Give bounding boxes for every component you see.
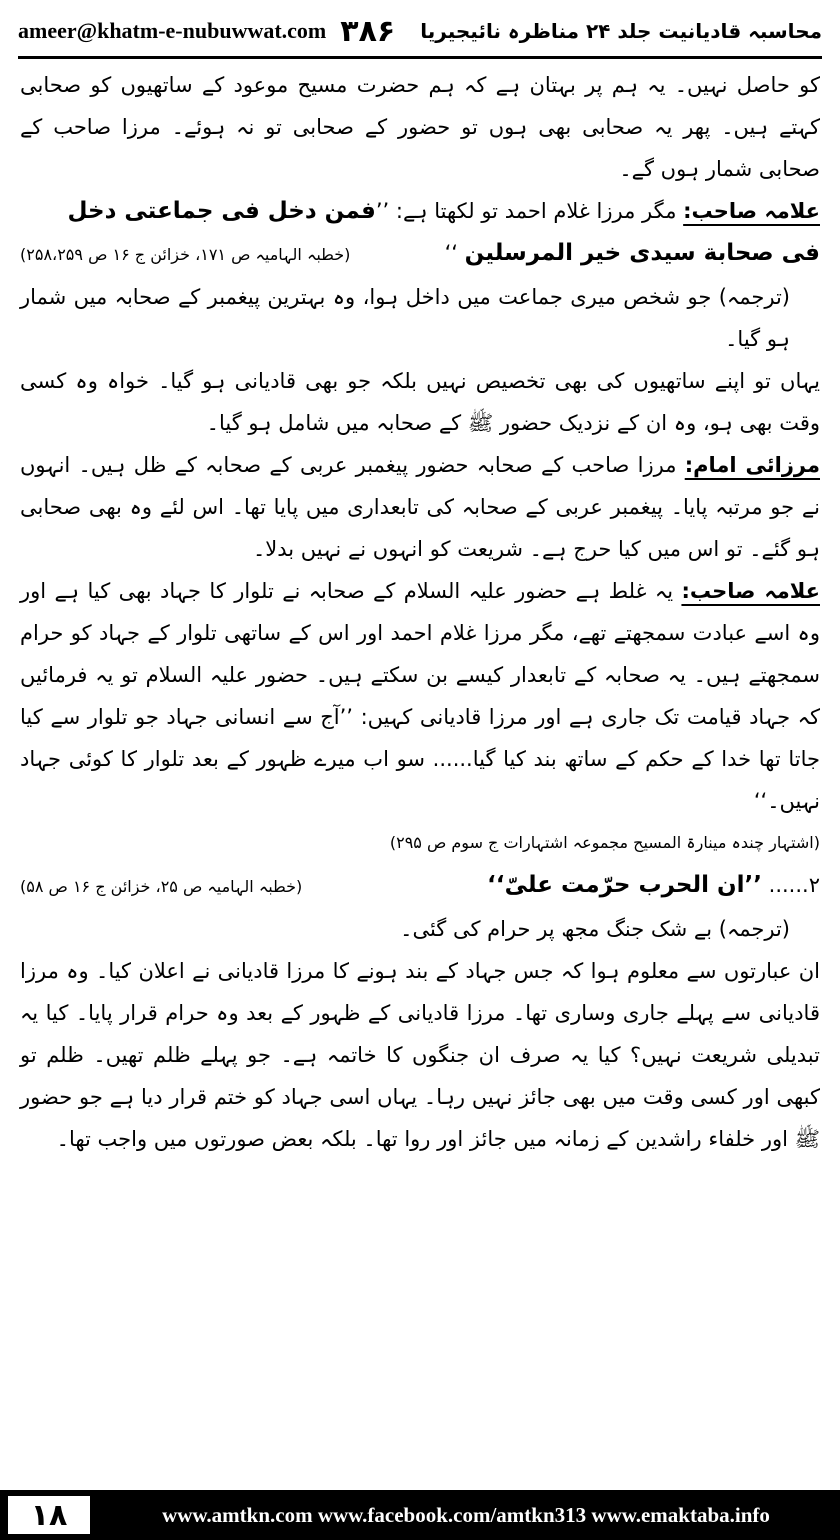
page-footer: [0, 1490, 840, 1540]
speaker-mirzai-imam: مرزائی امام:: [684, 453, 820, 477]
reference-1: (خطبہ الہامیہ ص ۱۷۱، خزائن ج ۱۶ ص ۲۵۸،۲۵۹): [20, 245, 351, 264]
item-2-number: ۲......: [768, 873, 820, 897]
header-left: [18, 14, 395, 49]
header-email[interactable]: ameer@khatm-e-nubuwwat.com: [18, 18, 327, 43]
item-2-row: [20, 864, 820, 908]
paragraph-5-text: مرزا صاحب کے صحابہ حضور پیغمبر عربی کے صحابہ کے ظل ہیں۔ انہوں نے جو مرتبہ پایا۔ پیغمبر عربی کے صحابہ کی تابعداری میں پایا تھا۔ اس لئے وہ بھی صحابی ہو گئے۔ تو اس میں کیا حرج ہے۔ شریعت کو انہوں نے نہیں بدلا۔: [20, 453, 820, 561]
paragraph-6-text: یہ غلط ہے حضور علیہ السلام کے صحابہ نے تلوار کا جہاد بھی کیا ہے اور وہ اسے عبادت سمجھتے تھے، مگر مرزا غلام احمد اور اس کے ساتھی تلوار کے جہاد کو حرام سمجھتے ہیں۔ یہ صحابہ کے تابعدار کیسے بن سکتے ہیں۔ حضور علیہ السلام تو یہ فرمائیں کہ جہاد قیامت تک جاری ہے اور مرزا قادیانی کہیں: ’’آج سے انسانی جہاد جو تلوار سے کیا جاتا تھا خدا کے حکم کے ساتھ بند کیا گیا...... سو اب میرے ظہور کے بعد تلوار کا کوئی جہاد نہیں۔‘‘: [20, 579, 820, 813]
reference-3: (خطبہ الہامیہ ص ۲۵، خزائن ج ۱۶ ص ۵۸): [20, 877, 303, 896]
paragraph-8: ان عبارتوں سے معلوم ہوا کہ جس جہاد کے بند ہونے کا مرزا قادیانی نے اعلان کیا۔ وہ مرزا قادیانی سے پہلے جاری وساری تھا۔ مرزا قادیانی کے ظہور کے بعد وہ حرام قرار پایا۔ کیا یہ تبدیلی شریعت نہیں؟ کیا یہ صرف ان جنگوں کا خاتمہ ہے۔ جو پہلے ظلم تھیں۔ ظلم تو کبھی اور کسی وقت میں بھی جائز نہیں رہا۔ یہاں اسی جہاد کو ختم قرار دیا ہے جو حضور ﷺ اور خلفاء راشدین کے زمانہ میں جائز اور روا تھا۔ بلکہ بعض صورتوں میں واجب تھا۔: [20, 959, 820, 1151]
speaker-allama-2: علامہ صاحب:: [681, 579, 820, 603]
page-header: [18, 8, 822, 54]
translation-2: (ترجمہ) بے شک جنگ مجھ پر حرام کی گئی۔: [400, 917, 790, 941]
arabic-quote-1: فمن دخل فی جماعتی دخل: [67, 198, 376, 224]
quote-ref-row: [20, 232, 820, 276]
footer-links[interactable]: www.amtkn.com www.facebook.com/amtkn313 www.emaktaba.info: [162, 1502, 770, 1527]
paragraph-5: [20, 444, 820, 570]
translation-1: (ترجمہ) جو شخص میری جماعت میں داخل ہوا، وہ بہترین پیغمبر کے صحابہ میں شمار ہو گیا۔: [20, 285, 790, 351]
item-2-arabic: ’’ان الحرب حرّمت علیّ‘‘: [487, 872, 762, 898]
footer-page-number: ۱۸: [6, 1494, 92, 1536]
paragraph-2: [20, 190, 820, 232]
header-divider: [18, 56, 822, 59]
speaker-allama: علامہ صاحب:: [683, 199, 820, 223]
quote-close: ‘‘: [444, 241, 465, 265]
reference-2: (اشتہار چندہ مینارۃ المسیح مجموعہ اشتہارات ج سوم ص ۲۹۵): [389, 833, 820, 852]
paragraph-6: [20, 570, 820, 822]
paragraph-4: یہاں تو اپنے ساتھیوں کی بھی تخصیص نہیں بلکہ جو بھی قادیانی ہو گیا۔ خواہ وہ کسی وقت بھی ہو، وہ ان کے نزدیک حضور ﷺ کے صحابہ میں شامل ہو گیا۔: [20, 369, 820, 435]
header-page-number: ۳۸۶: [340, 13, 396, 49]
paragraph-1: کو حاصل نہیں۔ یہ ہم پر بہتان ہے کہ ہم حضرت مسیح موعود کے ساتھیوں کو صحابی کہتے ہیں۔ پھر یہ صحابی بھی ہوں تو حضور کے صحابی تو نہ ہوئے۔ مرزا صاحب کے صحابی شمار ہوں گے۔: [20, 73, 820, 181]
arabic-quote-2: فی صحابة سیدی خیر المرسلین: [464, 240, 820, 266]
page-body: [20, 64, 820, 1160]
paragraph-2-text: مگر مرزا غلام احمد تو لکھتا ہے: ’’: [375, 199, 684, 223]
header-title: محاسبہ قادیانیت جلد ۲۴ مناظرہ نائیجیریا: [420, 19, 822, 43]
